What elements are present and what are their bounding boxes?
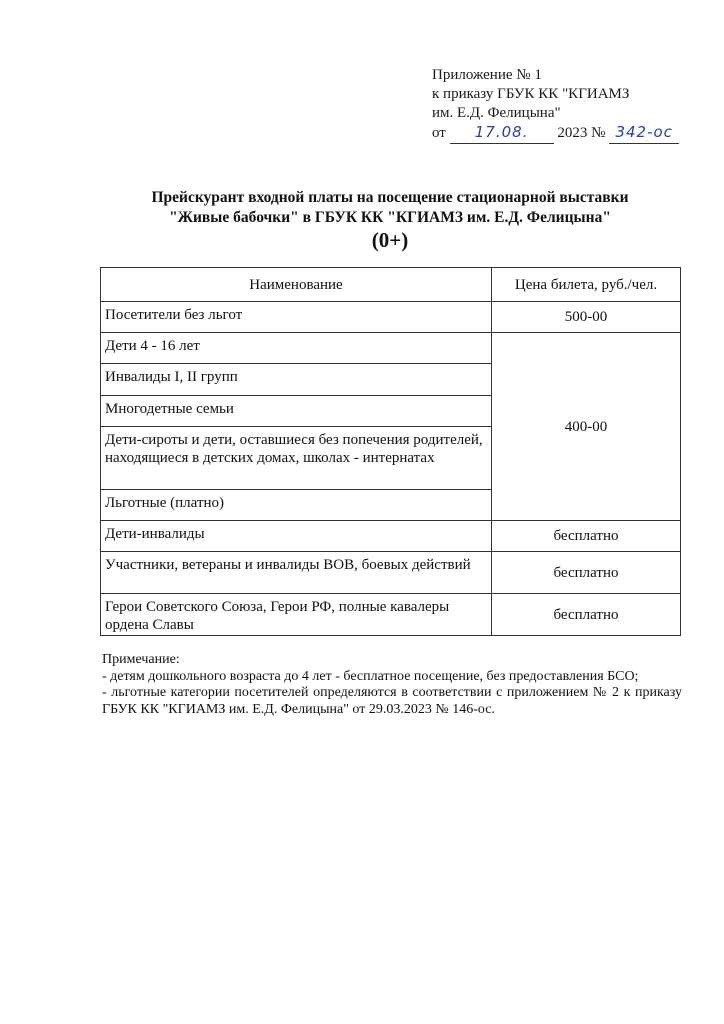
notes-heading: Примечание:	[102, 652, 180, 667]
document-title	[100, 188, 680, 228]
row-price: бесплатно	[492, 521, 681, 552]
table-row	[101, 333, 681, 364]
notes-item-2: - льготные категории посетителей определяются в соответствии с приложением № 2 к приказу ГБУК КК "КГИАМЗ им. Е.Д. Фелицына" от 29.03.2023 № 146-ос.	[102, 685, 682, 717]
row-name: Посетители без льгот	[101, 302, 492, 333]
header-name: Наименование	[101, 268, 492, 302]
number-blank	[609, 123, 679, 144]
year-number-label: 2023 №	[557, 125, 606, 141]
row-name: Дети-инвалиды	[101, 521, 492, 552]
row-price: бесплатно	[492, 594, 681, 636]
row-price: 500-00	[492, 302, 681, 333]
row-name: Льготные (платно)	[101, 490, 492, 521]
row-price-shared: 400-00	[492, 333, 681, 521]
appendix-date-line	[432, 123, 679, 144]
table-row	[101, 594, 681, 636]
row-name: Участники, ветераны и инвалиды ВОВ, боевых действий	[101, 552, 492, 594]
title-line-2: "Живые бабочки" в ГБУК КК "КГИАМЗ им. Е.Д. Фелицына"	[169, 209, 611, 226]
row-price: бесплатно	[492, 552, 681, 594]
row-name: Инвалиды I, II групп	[101, 364, 492, 396]
from-label: от	[432, 125, 446, 141]
table-row	[101, 521, 681, 552]
date-blank	[450, 123, 554, 144]
appendix-line-2: к приказу ГБУК КК "КГИАМЗ	[432, 86, 630, 102]
appendix-block	[432, 66, 679, 144]
row-name: Дети-сироты и дети, оставшиеся без попечения родителей, находящиеся в детских домах, школах - интернатах	[101, 427, 492, 490]
handwritten-number: 342-ос	[615, 123, 673, 141]
table-row	[101, 302, 681, 333]
appendix-line-1: Приложение № 1	[432, 67, 542, 83]
notes-block	[102, 652, 682, 718]
age-rating: (0+)	[371, 228, 409, 252]
table-row	[101, 552, 681, 594]
table-header-row	[101, 268, 681, 302]
row-name: Многодетные семьи	[101, 396, 492, 427]
handwritten-date: 17.08.	[474, 123, 529, 141]
appendix-line-3: им. Е.Д. Фелицына"	[432, 105, 561, 121]
notes-item-1: - детям дошкольного возраста до 4 лет - бесплатное посещение, без предоставления БСО;	[102, 668, 639, 684]
price-table	[100, 267, 681, 636]
header-price: Цена билета, руб./чел.	[492, 268, 681, 302]
row-name: Герои Советского Союза, Герои РФ, полные кавалеры ордена Славы	[101, 594, 492, 636]
title-line-1: Прейскурант входной платы на посещение стационарной выставки	[151, 189, 629, 206]
row-name: Дети 4 - 16 лет	[101, 333, 492, 364]
